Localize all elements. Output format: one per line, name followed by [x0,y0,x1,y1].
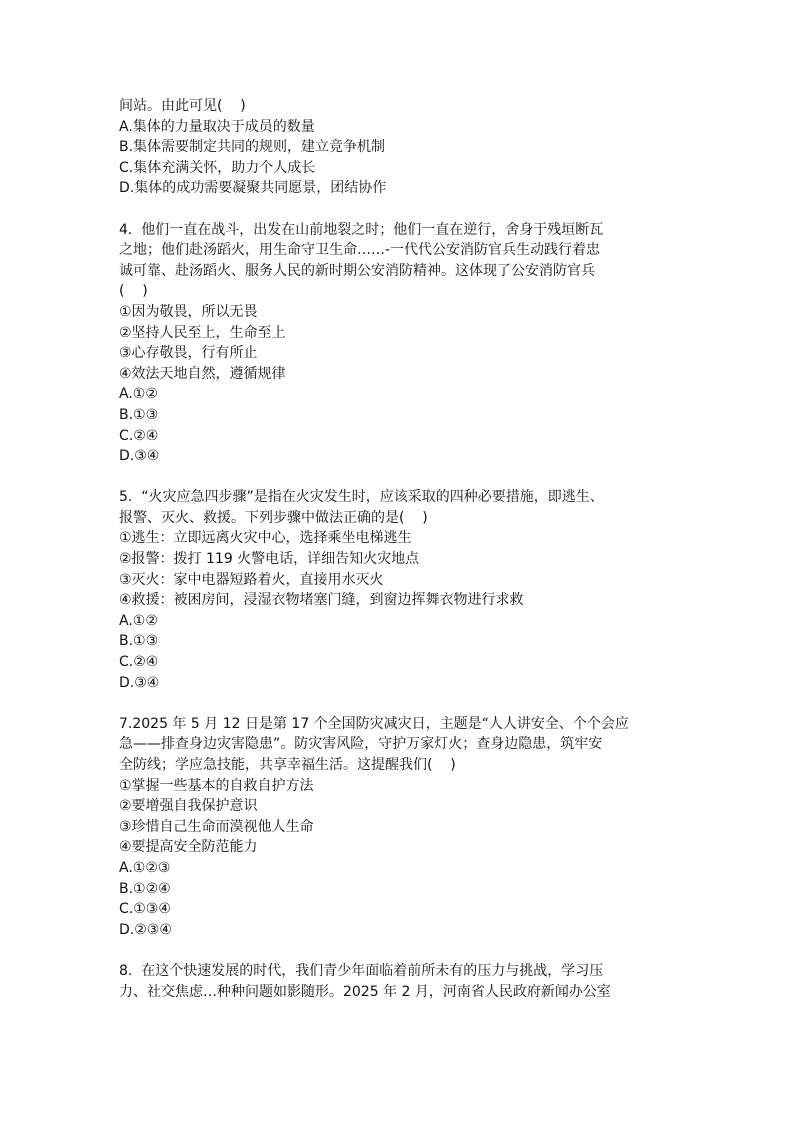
q7-option-a: A.①②③ [119,859,171,876]
q5-item-3: ③灭火：家中电器短路着火，直接用水灭火 [119,571,384,588]
q7-item-4: ④要提高安全防范能力 [119,839,258,856]
q5-option-b: B.①③ [119,633,159,650]
q4-item-4: ④效法天地自然，遵循规律 [119,365,286,382]
q7-stem-line: 7.2025 年 5 月 12 日是第 17 个全国防灾减灾日，主题是“人人讲安全、个个会应 [119,715,629,732]
q3-option-a: A.集体的力量取决于成员的数量 [119,118,315,135]
q3-option-b: B.集体需要制定共同的规则，建立竞争机制 [119,139,386,156]
q5-stem-line: 报警、灭火、救援。下列步骤中做法正确的是( ) [119,509,428,526]
q5-option-c: C.②④ [119,654,159,671]
q4-item-3: ③心存敬畏，行有所止 [119,345,258,362]
q8-stem-line: 8. 在这个快速发展的时代，我们青少年面临着前所未有的压力与挑战，学习压 [119,962,604,979]
q5-item-2: ②报警：拨打 119 火警电话，详细告知火灾地点 [119,551,420,568]
q5-option-d: D.③④ [119,674,160,691]
q7-stem-line: 急——排查身边灾害隐患”。防灾害风险，守护万家灯火；查身边隐患，筑牢安 [119,736,603,753]
q4-option-d: D.③④ [119,448,160,465]
q7-option-b: B.①②④ [119,880,171,897]
q7-item-1: ①掌握一些基本的自救自护方法 [119,777,314,794]
spacer [119,940,684,961]
q4-stem-line: 4. 他们一直在战斗，出发在山前地裂之时；他们一直在逆行，舍身于残垣断瓦 [119,221,604,238]
q7-option-d: D.②③④ [119,921,172,938]
spacer [119,467,684,488]
spacer [119,693,684,714]
q5-item-1: ①逃生：立即远离火灾中心，选择乘坐电梯逃生 [119,530,412,547]
q3-option-d: D.集体的成功需要凝聚共同愿景，团结协作 [119,180,387,197]
spacer [119,199,684,220]
q5-item-4: ④救援：被困房间，浸湿衣物堵塞门缝，到窗边挥舞衣物进行求救 [119,592,524,609]
q4-item-1: ①因为敬畏，所以无畏 [119,303,258,320]
q7-option-c: C.①③④ [119,901,171,918]
q3-stem: 间站。由此可见( ) [119,98,246,114]
q4-stem-line: 之地；他们赴汤蹈火，用生命守卫生命……-一代代公安消防官兵生动践行着忠 [119,242,601,259]
q8-stem-line: 力、社交焦虑…种种问题如影随形。2025 年 2 月，河南省人民政府新闻办公室 [119,983,611,1000]
q7-item-3: ③珍惜自己生命而漠视他人生命 [119,818,314,835]
q3-option-c: C.集体充满关怀，助力个人成长 [119,159,316,176]
q4-item-2: ②坚持人民至上，生命至上 [119,324,286,341]
q4-option-a: A.①② [119,386,158,403]
q7-item-2: ②要增强自我保护意识 [119,798,258,815]
q7-stem-line: 全防线；学应急技能，共享幸福生活。这提醒我们( ) [119,757,456,773]
q4-option-c: C.②④ [119,427,159,444]
question-content [119,96,684,1002]
q4-stem-line: 诚可靠、赴汤蹈火、服务人民的新时期公安消防精神。这体现了公安消防官兵 [119,262,595,279]
q5-stem-line: 5. “火灾应急四步骤”是指在火灾发生时，应该采取的四种必要措施，即逃生、 [119,489,604,506]
q4-option-b: B.①③ [119,406,159,423]
q5-option-a: A.①② [119,612,158,629]
q4-answer-bracket: ( ) [119,283,148,300]
